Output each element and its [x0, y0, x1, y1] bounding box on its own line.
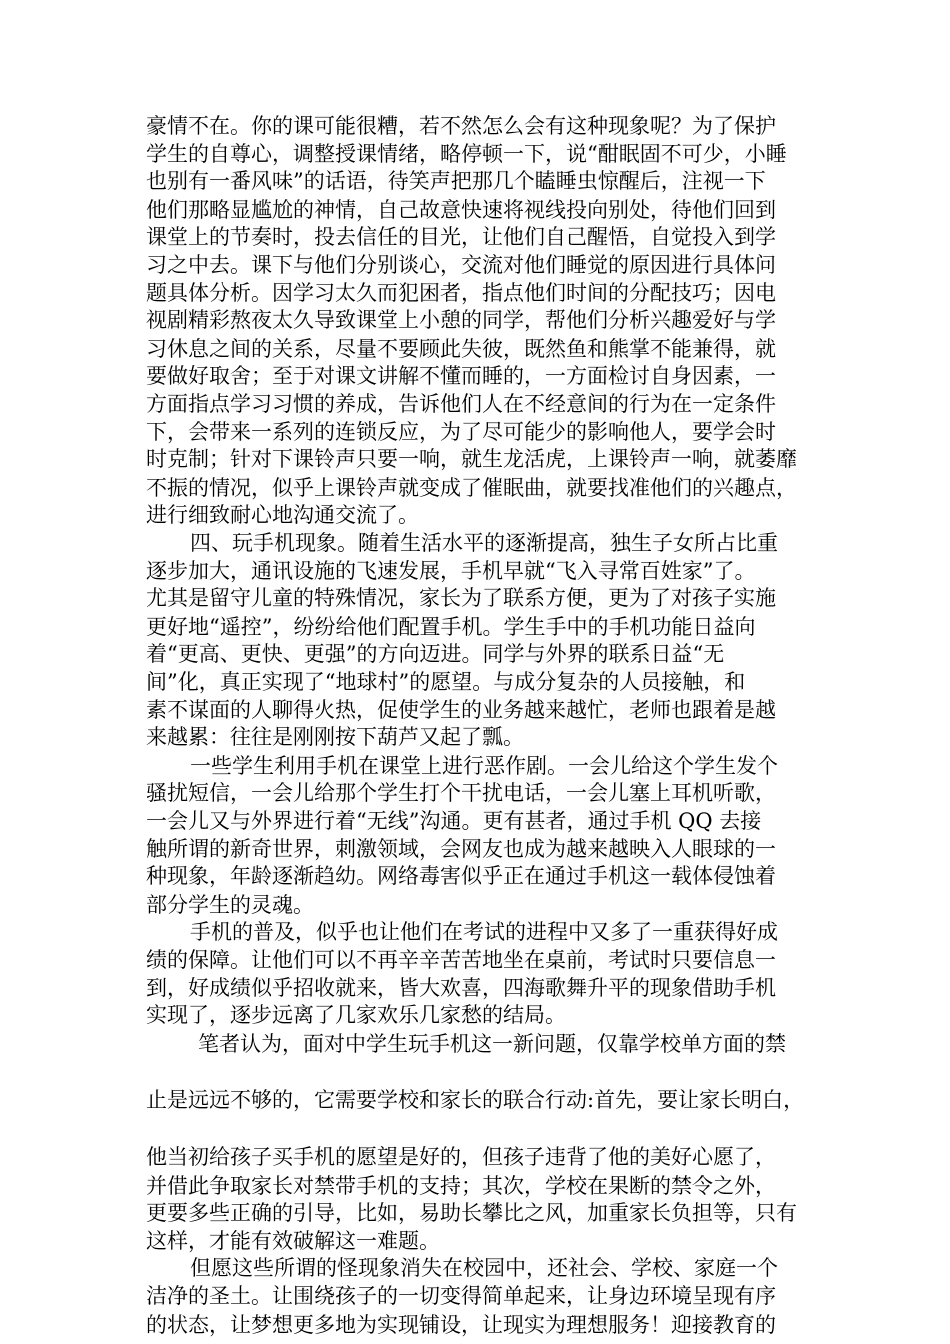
text-line: 实现了，逐步远离了几家欢乐几家愁的结局。: [146, 1003, 566, 1027]
paragraph-first-line: 笔者认为，面对中学生玩手机这一新问题，仅靠学校单方面的禁: [198, 1032, 786, 1056]
text-line: 绩的保障。让他们可以不再辛辛苦苦地坐在桌前，考试时只要信息一: [146, 948, 776, 972]
text-line: 更要多些正确的引导，比如，易助长攀比之风，加重家长负担等，只有: [146, 1201, 797, 1225]
text-line: 他们那略显尴尬的神情，自己故意快速将视线投向别处，待他们回到: [146, 198, 776, 222]
text-line: 方面指点学习习惯的养成，告诉他们人在不经意间的行为在一定条件: [146, 392, 776, 416]
text-line: 一会儿又与外界进行着“无线”沟通。更有甚者，通过手机 QQ 去接: [146, 809, 762, 833]
text-line: 来越累：往往是刚刚按下葫芦又起了瓢。: [146, 725, 524, 749]
text-line: 种现象，年龄逐渐趋幼。网络毒害似乎正在通过手机这一载体侵蚀着: [146, 864, 776, 888]
text-line: 视剧精彩熬夜太久导致课堂上小憩的同学，帮他们分析兴趣爱好与学: [146, 308, 776, 332]
text-line: 素不谋面的人聊得火热，促使学生的业务越来越忙，老师也跟着是越: [146, 698, 776, 722]
text-line: 着“更高、更快、更强”的方向迈进。同学与外界的联系日益“无: [146, 642, 725, 666]
text-line: 止是远远不够的，它需要学校和家长的联合行动:首先，要让家长明白，: [146, 1088, 805, 1112]
text-line: 下，会带来一系列的连锁反应，为了尽可能少的影响他人，要学会时: [146, 420, 776, 444]
text-line: 题具体分析。因学习太久而犯困者，指点他们时间的分配技巧；因电: [146, 281, 776, 305]
paragraph-first-line: 但愿这些所谓的怪现象消失在校园中，还社会、学校、家庭一个: [190, 1256, 778, 1280]
text-line: 也别有一番风味”的话语，待笑声把那几个瞌睡虫惊醒后，注视一下: [146, 169, 766, 193]
text-line: 逐步加大，通讯设施的飞速发展，手机早就“飞入寻常百姓家”了。: [146, 559, 756, 583]
text-line: 并借此争取家长对禁带手机的支持；其次，学校在果断的禁令之外，: [146, 1174, 776, 1198]
text-line: 间”化，真正实现了“地球村”的愿望。与成分复杂的人员接触，和: [146, 670, 746, 694]
text-line: 要做好取舍；至于对课文讲解不懂而睡的，一方面检讨自身因素，一: [146, 364, 776, 388]
text-line: 部分学生的灵魂。: [146, 893, 314, 917]
text-line: 进行细致耐心地沟通交流了。: [146, 503, 419, 527]
text-line: 课堂上的节奏时，投去信任的目光，让他们自己醒悟，自觉投入到学: [146, 225, 776, 249]
text-line: 不振的情况，似乎上课铃声就变成了催眠曲，就要找准他们的兴趣点，: [146, 476, 797, 500]
text-line: 习休息之间的关系，尽量不要顾此失彼，既然鱼和熊掌不能兼得，就: [146, 337, 776, 361]
text-line: 他当初给孩子买手机的愿望是好的，但孩子违背了他的美好心愿了，: [146, 1145, 776, 1169]
text-line: 骚扰短信，一会儿给那个学生打个干扰电话，一会儿塞上耳机听歌，: [146, 781, 776, 805]
text-line: 习之中去。课下与他们分别谈心，交流对他们睡觉的原因进行具体问: [146, 253, 776, 277]
text-line: 豪情不在。你的课可能很糟，若不然怎么会有这种现象呢？为了保护: [146, 114, 776, 138]
text-line: 更好地“遥控”，纷纷给他们配置手机。学生手中的手机功能日益向: [146, 615, 756, 639]
paragraph-first-line: 手机的普及，似乎也让他们在考试的进程中又多了一重获得好成: [190, 920, 778, 944]
text-line: 这样，才能有效破解这一难题。: [146, 1229, 440, 1253]
paragraph-first-line: 一些学生利用手机在课堂上进行恶作剧。一会儿给这个学生发个: [190, 754, 778, 778]
paragraph-first-line: 四、玩手机现象。随着生活水平的逐渐提高，独生子女所占比重: [190, 531, 778, 555]
text-line: 时克制；针对下课铃声只要一响，就生龙活虎，上课铃声一响，就萎靡: [146, 447, 797, 471]
text-line: 尤其是留守儿童的特殊情况，家长为了联系方便，更为了对孩子实施: [146, 586, 776, 610]
text-line: 到，好成绩似乎招收就来，皆大欢喜，四海歌舞升平的现象借助手机: [146, 976, 776, 1000]
text-line: 学生的自尊心，调整授课情绪，略停顿一下，说“酣眠固不可少，小睡: [146, 142, 787, 166]
text-line: 触所谓的新奇世界，刺激领域，会网友也成为越来越映入人眼球的一: [146, 837, 776, 861]
text-line: 洁净的圣土。让围绕孩子的一切变得简单起来，让身边环境呈现有序: [146, 1284, 776, 1308]
text-line: 的状态，让梦想更多地为实现铺设，让现实为理想服务！迎接教育的: [146, 1313, 776, 1337]
